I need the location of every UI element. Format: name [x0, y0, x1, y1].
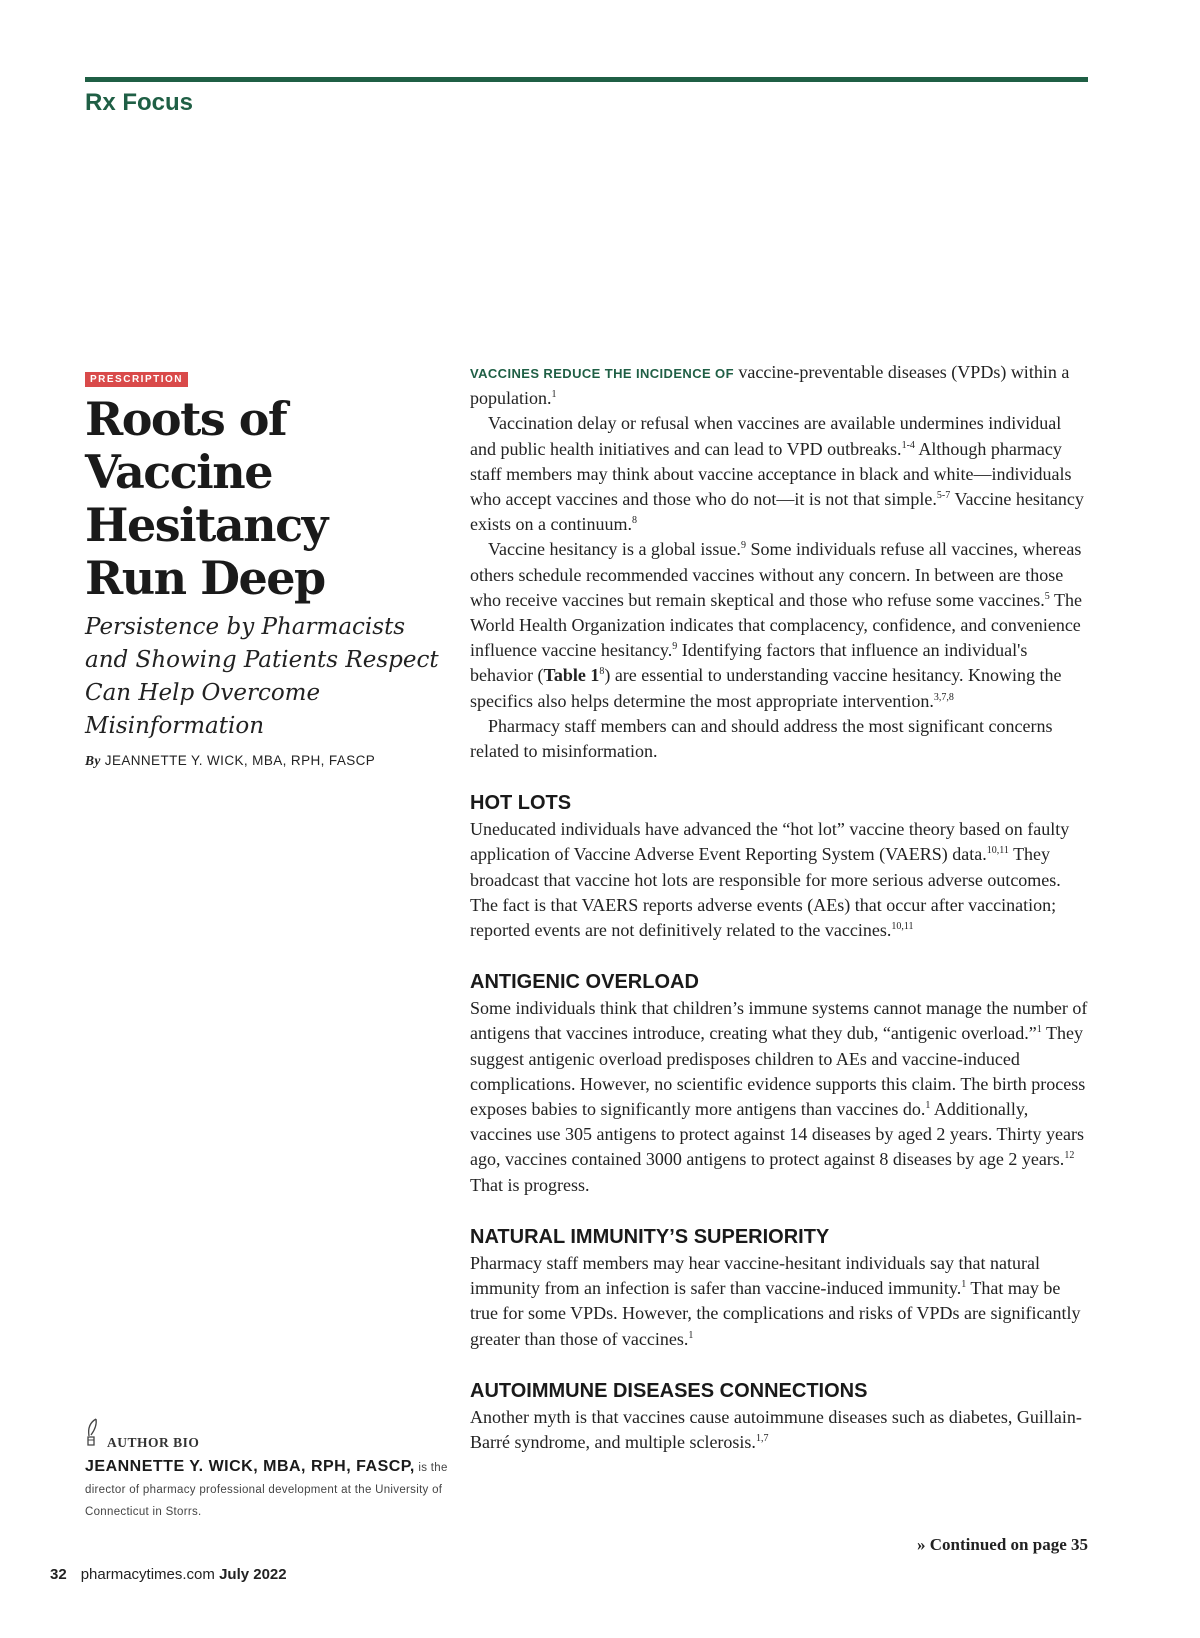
table-reference: Table 1 [543, 665, 600, 686]
page-footer [50, 1566, 287, 1583]
body-paragraph: Pharmacy staff members can and should address the most significant concerns related to misinformation. [470, 715, 1053, 762]
article-title [85, 393, 455, 605]
title-line: Hesitancy [85, 498, 327, 552]
body-paragraph: Some individuals think that children’s immune systems cannot manage the number of antigens that vaccines introduce, creating what they dub, “antigenic overload.”$^1$ They suggest antigenic overload predisposes children to AEs and vaccine-induced complications. However, no scientific evidence supports this claim. The birth process exposes babies to significantly more antigens than vaccines do.$^1$ Additionally, vaccines use 305 antigens to protect against 14 diseases by aged 2 years. Thirty years ago, vaccines contained 3000 antigens to protect against 8 diseases by age 2 years.$^{12}$ That is progress. [470, 998, 1088, 1195]
bio-text: JEANNETTE Y. WICK, MBA, RPH, FASCP, is the director of pharmacy professional development at the University of Connecticut in Storrs. [85, 1458, 448, 1518]
section-label: Rx Focus [85, 89, 194, 116]
section-heading: NATURAL IMMUNITY’S SUPERIORITY [470, 1225, 830, 1248]
quill-pen-icon [85, 1418, 99, 1451]
byline-prefix: By [85, 753, 101, 768]
intro-paragraph: VACCINES REDUCE THE INCIDENCE OF vaccine-preventable diseases (VPDs) within a population.$^1$ [470, 362, 1070, 409]
title-line: Vaccine [85, 445, 272, 499]
section-heading: HOT LOTS [470, 792, 572, 815]
byline-author: JEANNETTE Y. WICK, MBA, RPH, FASCP [104, 753, 376, 768]
bio-author-name: JEANNETTE Y. WICK, MBA, RPH, FASCP, [85, 1458, 415, 1475]
body-paragraph: Vaccine hesitancy is a global issue.$^9$ Some individuals refuse all vaccines, whereas others schedule recommended vaccines without any concern. In between are those who receive vaccines but remain skeptical and those who refuse some vaccines.$^5$ The World Health Organization indicates that complacency, confidence, and convenience influence vaccine hesitancy.$^9$ Identifying factors that influence an individual's behavior (Table $1^8$) are essential to understanding vaccine hesitancy. Knowing the specifics also helps determine the most appropriate intervention.$^{3,7,8}$ [470, 539, 1082, 711]
bio-label: AUTHOR BIO [107, 1435, 200, 1450]
article-header [85, 369, 455, 769]
body-paragraph: Vaccination delay or refusal when vaccines are available undermines individual and public health initiatives and can lead to VPD outbreaks.$^{1-4}$ Although pharmacy staff members may think about vaccine acceptance in black and white—individuals who accept vaccines and those who do not—it is not that simple.$^{5-7}$ Vaccine hesitancy exists on a continuum.$^8$ [470, 413, 1084, 535]
article-body [470, 360, 1090, 1455]
byline [85, 753, 455, 769]
body-paragraph: Uneducated individuals have advanced the “hot lot” vaccine theory based on faulty application of Vaccine Adverse Event Reporting System (VAERS) data.$^{10,11}$ They broadcast that vaccine hot lots are responsible for more serious adverse outcomes. The fact is that VAERS reports adverse events (AEs) that occur after vaccination; reported events are not definitively related to the vaccines.$^{10,11}$ [470, 819, 1070, 941]
article-subtitle: Persistence by Pharmacists and Showing Patients Respect Can Help Overcome Misinformation [85, 614, 439, 739]
header-rule [85, 77, 1088, 82]
continued-link[interactable]: » Continued on page 35 [917, 1535, 1088, 1554]
body-paragraph: Pharmacy staff members may hear vaccine-hesitant individuals say that natural immunity from an infection is safer than vaccine-induced immunity.$^1$ That may be true for some VPDs. However, the complications and risks of VPDs are significantly greater than those of vaccines.$^1$ [470, 1252, 1081, 1349]
category-tag: PRESCRIPTION [85, 372, 188, 387]
body-paragraph: Another myth is that vaccines cause autoimmune diseases such as diabetes, Guillain-Barré syndrome, and multiple sclerosis.$^{1,7}$ [470, 1406, 1082, 1452]
section-heading: AUTOIMMUNE DISEASES CONNECTIONS [470, 1379, 868, 1402]
title-line: Roots of [85, 392, 287, 446]
page-number: 32 [50, 1566, 67, 1583]
lead-in: VACCINES REDUCE THE INCIDENCE OF [470, 366, 734, 381]
section-heading: ANTIGENIC OVERLOAD [470, 971, 699, 994]
title-line: Run Deep [85, 551, 325, 605]
author-bio [85, 1418, 455, 1523]
footer-issue: July 2022 [219, 1566, 287, 1583]
footer-site: pharmacytimes.com [80, 1566, 215, 1583]
